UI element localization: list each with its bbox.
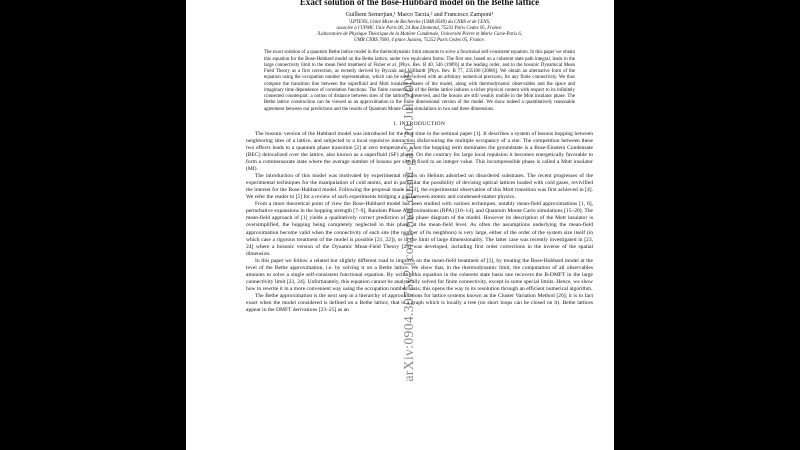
paragraph: The Bethe approximation is the next step in a hierarchy of approximations for lattice systems known as the Cluster Variation Method [26]; it is in fact exact when the model considered is defined on a Bethe lattice, that is a graph which is locally a tree (no short loops can be closed on it). Bethe lattices appear in the DMFT derivations [23–25] as an [246,292,593,314]
abstract: The exact solution of a quantum Bethe lattice model in the thermodynamic limit amounts to solve a functional self-consistent equation. In this paper we obtain this equation for the Bose-Hubbard model on the Bethe lattice, under two equivalent forms. The first one, based on a coherent state path integral, leads in the large connectivity limit to the mean field treatment of Fisher et al. [Phys. Rev. B 40, 546 (1989)] at the leading order, and to the bosonic Dynamical Mean Field Theory as a first correction, as recently derived by Byczuk and Vollhardt [Phys. Rev. B 77, 235106 (2008)]. We obtain an alternative form of the equation using the occupation number representation, which can be easily solved with an arbitrary numerical precision, for any finite connectivity. We thus compute the transition line between the superfluid and Mott insulator phases of the model, along with thermodynamic observables and the space and imaginary time dependence of correlation functions. The finite connectivity of the Bethe lattice induces a richer physical content with respect to its infinitely connected counterpart: a notion of distance between sites of the lattice is preserved, and the bosons are still weakly mobile in the Mott insulator phase. The Bethe lattice construction can be viewed as an approximation to the finite dimensional version of the model. We show indeed a quantitatively reasonable agreement between our predictions and the results of Quantum Monte Carlo simulations in two and three dimensions. [264,50,575,112]
paragraph: From a more theoretical point of view the Bose-Hubbard model has been studied with various techniques, notably mean-field approximations [1, 6], perturbative expansions in the hopping strength [7–9], Random Phase Approximations (RPA) [10–14], and Quantum Monte Carlo simulations [15–20]. The mean-field approach of [1] yields a qualitatively correct prediction of the phase diagram of the model. However its description of the Mott insulator is oversimplified, the hopping being completely neglected in this phase at the mean-field level. As often the assumptions underlying the mean-field approximation become valid when the connectivity of each site (the number of its neighbors) is very large, either of the order of the system size itself (in which case a rigorous treatment of the model is possible [21, 22]), or in the limit of large dimensionality. The latter case was recently investigated in [23, 24] where a bosonic version of the Dynamic Mean-Field Theory [25] was developed, including first order corrections in the inverse of the spatial dimension. [246,201,593,257]
introduction-body [246,131,593,314]
paragraph: In this paper we follow a related but slightly different road to improve on the mean-field treatment of [1], by treating the Bose-Hubbard model at the level of the Bethe approximation, i.e. by solving it on a Bethe lattice. We show that, in the thermodynamic limit, the computation of all observables amounts to solve a single self-consistent functional equation. By writing this equation in the coherent state basis one recovers the B-DMFT in the large connectivity limit [23, 24]. Unfortunately, this equation cannot be analytically solved for finite connectivity, except in some special limits. Hence, we show how to rewrite it in a more convenient way using the occupation number basis; this opens the way to its resolution through an efficient numerical algorithm. [246,257,593,292]
affiliation-line: UMR CNRS 7600, 4 place Jussieu, 75252 Paris Cedex 05, France. [354,38,485,44]
paper-title: Exact solution of the Bose-Hubbard model on the Bethe lattice [299,0,540,7]
affiliation-line: ¹LPTENS, Unité Mixte de Recherche (UMR 8549) du CNRS et de l'ENS, [348,20,491,25]
paragraph: The bosonic version of the Hubbard model was introduced for the first time in the seminal paper [1]. It describes a system of bosons hopping between neighboring sites of a lattice, and subjected to a local repulsive interaction disfavouring the multiple occupancy of a site. The competition between these two effects leads to a quantum phase transition [2] at zero temperature: when the hopping term dominates the groundstate is a Bose-Einstein Condensate (BEC) delocalized over the lattice, also known as a superfluid (SF) phase. On the contrary for large local repulsion it becomes energetically favorable to form a commensurate state where the average number of bosons per site is fixed to an integer value. This incompressible phase is called a Mott insulator (MI). [246,130,593,173]
affiliation-line: associée à l'UPMC Univ Paris 06, 24 Rue Lhomond, 75231 Paris Cedex 05, France. [336,26,503,32]
section-heading: I. INTRODUCTION [393,120,446,127]
paper-content [246,0,593,314]
affiliations [246,20,593,44]
paragraph: The introduction of this model was motivated by experimental results on Helium adsorbed on disordered substrates. The recent progresses of the experimental techniques for the manipulation of cold atoms, and in particular the possibility of devising optical lattices loaded with cold gases, revivified the interest for the Bose-Hubbard model. Following the proposal made in [3], the experimental observation of this Mott transition was first achieved in [4]. We refer the reader to [5] for a review of such experiments bridging a gap between atomic and condensed-matter physics. [246,173,593,201]
affiliation-line: ²Laboratoire de Physique Théorique de la Matière Condensée, Université Pierre et Marie Curie-Paris 6, [316,32,523,38]
paper-authors: Guilhem Semerjian,¹ Marco Tarzia,² and Francesco Zamponi¹ [345,12,494,18]
arxiv-identifier-stamp: arXiv:0904.3075v2 [cond-mat.quant-gas] 20 Jul 2009 [401,70,416,382]
paper-page [186,0,614,450]
